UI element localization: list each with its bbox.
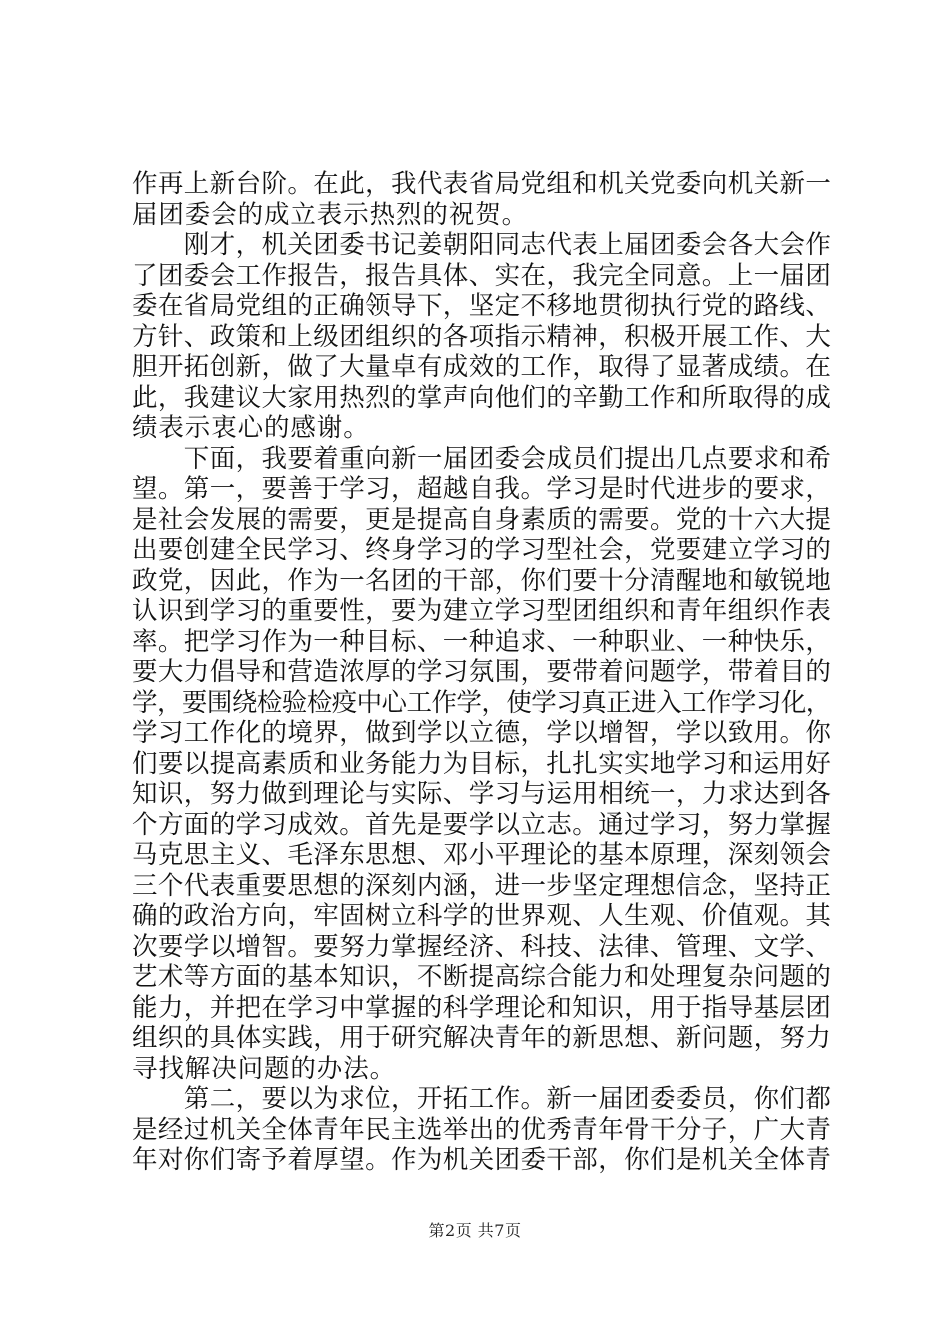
text-line: 三个代表重要思想的深刻内涵，进一步坚定理想信念，坚持正 — [132, 870, 832, 901]
text-line: 要大力倡导和营造浓厚的学习氛围，要带着问题学，带着目的 — [132, 657, 832, 687]
text-line: 下面，我要着重向新一届团委会成员们提出几点要求和希 — [132, 443, 832, 474]
text-line: 是社会发展的需要，更是提高自身素质的需要。党的十六大提 — [132, 504, 832, 535]
body-text — [132, 169, 832, 1176]
text-line: 能力，并把在学习中掌握的科学理论和知识，用于指导基层团 — [132, 992, 832, 1023]
text-line: 第二，要以为求位，开拓工作。新一届团委委员，你们都 — [132, 1084, 832, 1114]
text-line: 此，我建议大家用热烈的掌声向他们的辛勤工作和所取得的成 — [132, 382, 832, 413]
text-line: 知识，努力做到理论与实际、学习与运用相统一，力求达到各 — [132, 779, 832, 809]
text-line: 个方面的学习成效。首先是要学以立志。通过学习，努力掌握 — [132, 809, 832, 840]
text-line: 方针、政策和上级团组织的各项指示精神，积极开展工作、大 — [132, 321, 832, 352]
text-line: 们要以提高素质和业务能力为目标，扎扎实实地学习和运用好 — [132, 748, 832, 779]
text-line: 年对你们寄予着厚望。作为机关团委干部，你们是机关全体青 — [132, 1145, 832, 1175]
text-line: 艺术等方面的基本知识，不断提高综合能力和处理复杂问题的 — [132, 962, 832, 992]
page-footer: 第2页 共7页 — [428, 1221, 522, 1240]
text-line: 了团委会工作报告，报告具体、实在，我完全同意。上一届团 — [132, 260, 832, 291]
text-line: 组织的具体实践，用于研究解决青年的新思想、新问题，努力 — [132, 1023, 832, 1053]
text-line: 学，要围绕检验检疫中心工作学，使学习真正进入工作学习化， — [132, 687, 831, 718]
text-line: 胆开拓创新，做了大量卓有成效的工作，取得了显著成绩。在 — [132, 352, 832, 382]
text-line: 绩表示衷心的感谢。 — [132, 413, 370, 443]
text-line: 望。第一，要善于学习，超越自我。学习是时代进步的要求， — [132, 474, 832, 504]
text-line: 确的政治方向，牢固树立科学的世界观、人生观、价值观。其 — [132, 901, 832, 931]
text-line: 马克思主义、毛泽东思想、邓小平理论的基本原理，深刻领会 — [132, 840, 832, 870]
text-line: 次要学以增智。要努力掌握经济、科技、法律、管理、文学、 — [132, 931, 832, 962]
text-line: 政党，因此，作为一名团的干部，你们要十分清醒地和敏锐地 — [132, 565, 832, 596]
text-line: 率。把学习作为一种目标、一种追求、一种职业、一种快乐， — [132, 626, 832, 657]
text-line: 寻找解决问题的办法。 — [132, 1053, 397, 1084]
text-line: 学习工作化的境界，做到学以立德，学以增智，学以致用。你 — [132, 718, 832, 748]
text-line: 刚才，机关团委书记姜朝阳同志代表上届团委会各大会作 — [132, 230, 832, 260]
text-line: 届团委会的成立表示热烈的祝贺。 — [132, 199, 529, 230]
text-line: 是经过机关全体青年民主选举出的优秀青年骨干分子，广大青 — [132, 1114, 832, 1145]
text-line: 认识到学习的重要性，要为建立学习型团组织和青年组织作表 — [132, 596, 832, 626]
text-line: 委在省局党组的正确领导下，坚定不移地贯彻执行党的路线、 — [132, 291, 832, 321]
text-line: 出要创建全民学习、终身学习的学习型社会，党要建立学习的 — [132, 535, 832, 565]
text-line: 作再上新台阶。在此，我代表省局党组和机关党委向机关新一 — [132, 169, 832, 199]
